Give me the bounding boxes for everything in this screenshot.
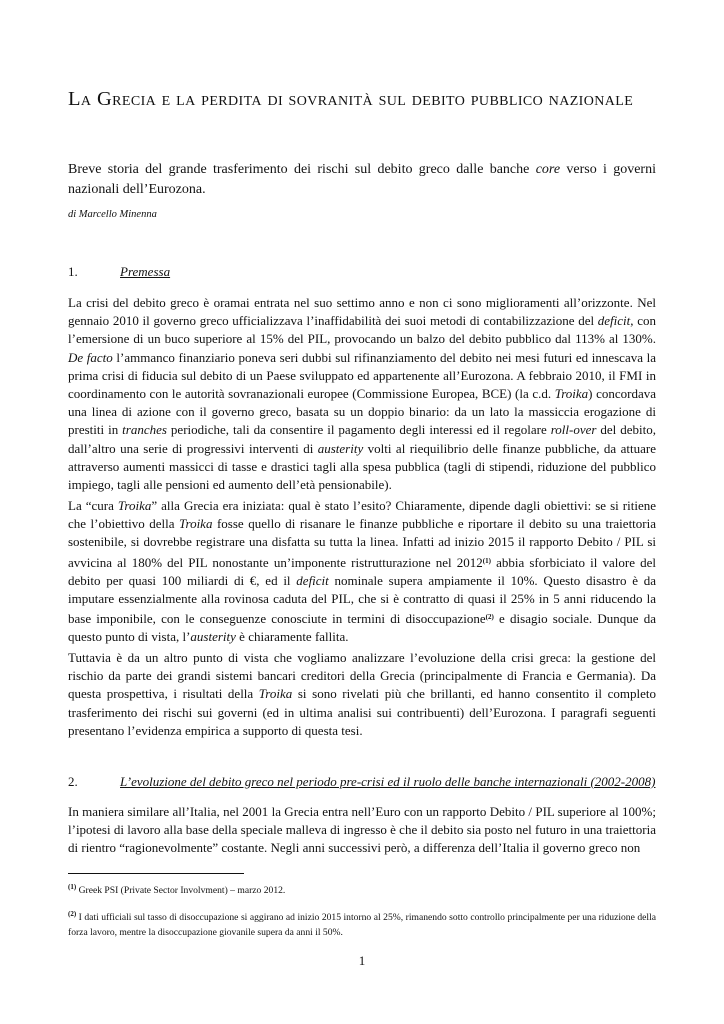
document-subtitle	[68, 160, 656, 200]
section-heading-2	[68, 774, 655, 790]
footnote-2	[68, 907, 656, 940]
footnote-mark: (2)	[68, 910, 77, 918]
page-number: 1	[358, 953, 366, 968]
footnote-1	[68, 880, 656, 898]
subtitle-core: core	[535, 162, 561, 177]
footnote-text: Greek PSI (Private Sector Involvment) – marzo 2012.	[76, 885, 286, 896]
paragraph-premessa-1: La crisi del debito greco è oramai entrata nel suo settimo anno e non ci sono miglioramenti all’orizzonte. Nel gennaio 2010 il governo greco ufficializzava l’inaffidabilità dei suoi metodi di contabilizzazione del deficit, con l’emersione di un buco superiore al 15% del PIL, provocando un balzo del debito pubblico dal 113% al 130%. De facto l’ammanco finanziario poneva seri dubbi sul rifinanziamento del debito nei mesi futuri ed innescava la prima crisi di fiducia sul debito di un Paese sviluppato ed appartenente all’Eurozona. A febbraio 2010, il FMI in coordinamento con le autorità sovranazionali europee (Commissione Europea, BCE) (la c.d. Troika) concordava una linea di azione con il governo greco, basata su un doppio binario: da un lato la massiccia erogazione di prestiti in tranches periodiche, tali da consentire il pagamento degli interessi ed il regolare roll-over del debito, dall’altro una serie di progressivi interventi di austerity volti al riequilibrio delle finanze pubbliche, da attuare attraverso aumenti massicci di tasse e drastici tagli alla spesa pubblica (tagli di stipendi, riduzione del pubblico impiego, tagli alle pensioni ed aumento dell’età pensionabile).	[68, 295, 657, 493]
subtitle-text-a: Breve storia del grande trasferimento dei rischi sul debito greco dalle banche	[68, 162, 536, 177]
section-number: 2.	[68, 774, 78, 789]
footnote-text: I dati ufficiali sul tasso di disoccupazione si aggirano ad inizio 2015 intorno al 25%, rimanendo sotto controllo principalmente per una riduzione della forza lavoro, mentre la disoccupazione giovanile supera da anni il 50%.	[68, 912, 656, 938]
footnote-ref-1[interactable]: (1)	[482, 556, 491, 565]
section-heading-1	[68, 264, 170, 280]
section-title: Premessa	[120, 264, 171, 279]
paragraph-premessa-3: Tuttavia è da un altro punto di vista che vogliamo analizzare l’evoluzione della crisi greca: la gestione del rischio da parte dei grandi sistemi bancari creditori della Grecia (principalmente di Francia e Germania). Da questa prospettiva, i risultati della Troika si sono rivelati più che brillanti, ed hanno consentito il completo trasferimento dei rischi sui governi (ed in ultima analisi sui contribuenti) dell’Eurozona. I paragrafi seguenti presentano l’evidenza empirica a supporto di questa tesi.	[68, 650, 656, 738]
paragraph-section2-1: In maniera similare all’Italia, nel 2001 la Grecia entra nell’Euro con un rapporto Debito / PIL superiore al 100%; l’ipotesi di lavoro alla base della speciale malleva di ingresso è che il debito sia posto nel futuro in una traiettoria di rientro “ragionevolmente” costante. Negli anni successivi però, a differenza dell’Italia il governo greco non	[68, 804, 656, 856]
section-number: 1.	[68, 264, 78, 279]
subtitle-text-b: verso i governi nazionali dell’Eurozona.	[68, 162, 656, 197]
section-title: L’evoluzione del debito greco nel periodo pre-crisi ed il ruolo delle banche internazionali (2002-2008)	[120, 774, 656, 789]
footnote-mark: (1)	[68, 883, 77, 891]
footnote-ref-2[interactable]: (2)	[485, 613, 494, 622]
document-title: La Grecia e la perdita di sovranità sul debito pubblico nazionale	[68, 88, 634, 110]
footnote-separator	[68, 873, 244, 874]
paragraph-premessa-2: La “cura Troika” alla Grecia era iniziata: qual è stato l’esito? Chiaramente, dipende dagli obiettivi: se si ritiene che l’obiettivo della Troika fosse quello di risanare le finanze pubbliche e riportare il debito su una traiettoria sostenibile, si dovrebbe registrare una disfatta su tutta la linea. Infatti ad inizio 2015 il rapporto Debito / PIL si avvicina al 180% del PIL nonostante un’imponente ristrutturazione nel 2012$^{(1)}$ abbia sforbiciato il valore del debito per quasi 100 miliardi di €, ed il deficit nominale supera ampiamente il 10%. Questo disastro è da imputare essenzialmente alla rovinosa caduta del PIL, che si è contratto di quasi il 25% in 5 anni riducendo la base imponibile, con le conseguenze conosciute in termini di disoccupazione$^{(2)}$ e disagio sociale. Dunque da questo punto di vista, l’austerity è chiaramente fallita.	[68, 498, 656, 645]
author-line: di Marcello Minenna	[68, 209, 157, 220]
